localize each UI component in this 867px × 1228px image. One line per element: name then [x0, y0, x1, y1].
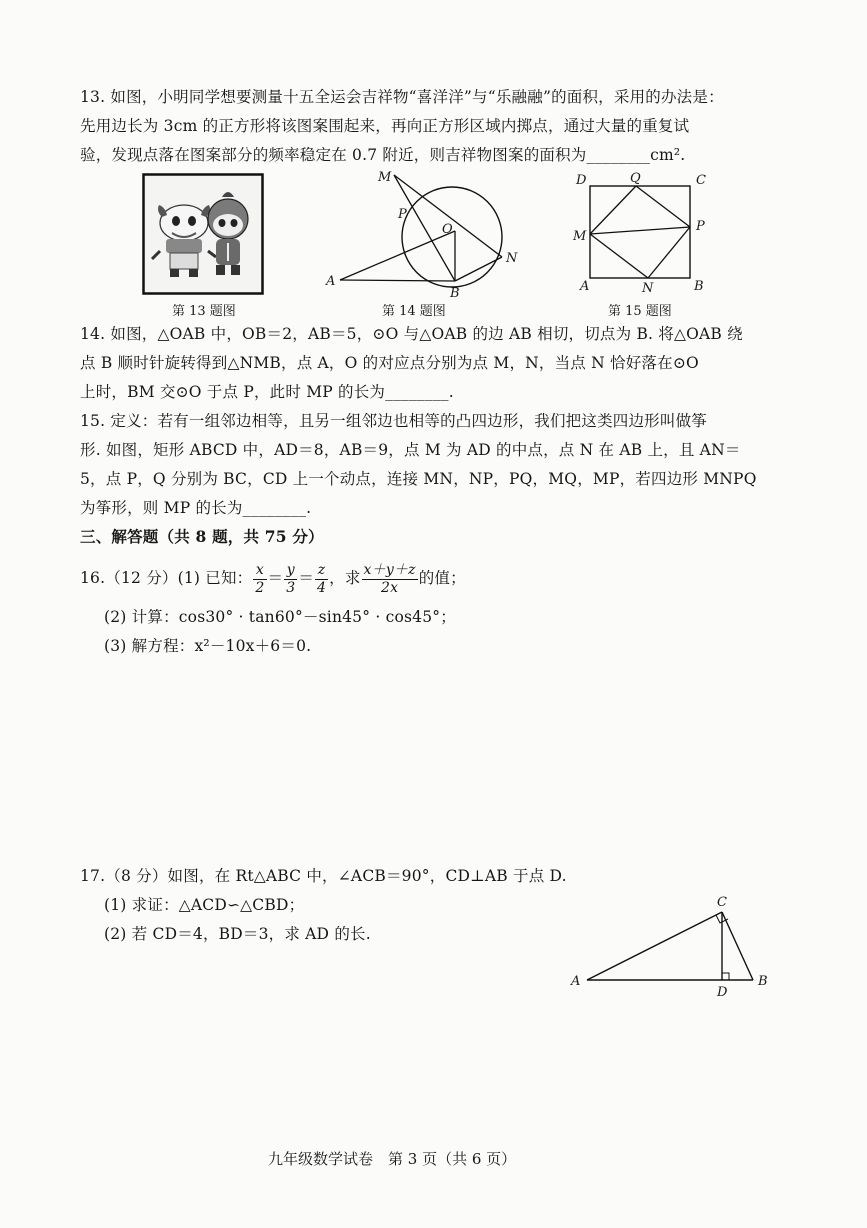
- q16-part3: (3) 解方程：x²－10x＋6＝0.: [104, 637, 312, 655]
- q16-part2: (2) 计算：cos30° · tan60°－sin45° · cos45°；: [104, 608, 456, 626]
- page-footer: 九年级数学试卷 第 3 页（共 6 页）: [268, 1150, 517, 1168]
- label-p: P: [696, 219, 705, 234]
- figure-15-diagram: [572, 170, 722, 296]
- q13-line3: 验，发现点落在图案部分的频率稳定在 0.7 附近，则吉祥物图案的面积为________cm².: [80, 146, 686, 164]
- q15-line3: 5，点 P，Q 分别为 BC，CD 上一个动点，连接 MN，NP，PQ，MQ，MP，若四边形 MNPQ: [80, 470, 757, 488]
- figure-13-caption: 第 13 题图: [172, 304, 236, 319]
- figure-13-mascots: [142, 173, 264, 295]
- label-b: B: [450, 286, 460, 299]
- q16-prefix: 16.（12 分）(1) 已知：: [80, 569, 253, 587]
- fraction-x-over-2: $\frac{x}{2}$: [255, 561, 265, 596]
- q14-line2: 点 B 顺时针旋转得到△NMB，点 A，O 的对应点分别为点 M，N，当点 N 恰好落在⊙O: [80, 354, 699, 372]
- fraction-z-over-4: $\frac{z}{4}$: [317, 561, 327, 596]
- label-c: C: [696, 173, 706, 188]
- q15-line2: 形. 如图，矩形 ABCD 中，AD＝8，AB＝9，点 M 为 AD 的中点，点 N 在 AB 上，且 AN＝: [80, 441, 741, 459]
- label-m: M: [378, 170, 392, 185]
- label-n: N: [506, 251, 518, 266]
- q14-line3: 上时，BM 交⊙O 于点 P，此时 MP 的长为________.: [80, 383, 454, 401]
- label-b: B: [694, 279, 704, 294]
- label-a: A: [326, 274, 336, 289]
- label-c: C: [717, 895, 727, 910]
- q13-line1: 13. 如图，小明同学想要测量十五全运会吉祥物“喜洋洋”与“乐融融”的面积，采用的办法是：: [80, 88, 724, 106]
- q15-line4: 为筝形，则 MP 的长为________.: [80, 499, 312, 517]
- q13-line2: 先用边长为 3cm 的正方形将该图案围起来，再向正方形区域内掷点，通过大量的重复试: [80, 117, 690, 135]
- q17-part1: (1) 求证：△ACD∽△CBD；: [104, 896, 305, 914]
- q14-line1: 14. 如图，△OAB 中，OB＝2，AB＝5，⊙O 与△OAB 的边 AB 相切，切点为 B. 将△OAB 绕: [80, 325, 743, 343]
- figure-14-diagram: [318, 165, 528, 299]
- figure-15-caption: 第 15 题图: [608, 304, 672, 319]
- label-d: D: [717, 985, 728, 1000]
- label-a: A: [580, 279, 590, 294]
- label-b: B: [758, 974, 768, 989]
- figure-14-caption: 第 14 题图: [382, 304, 446, 319]
- label-m: M: [573, 229, 587, 244]
- figure-17-diagram: [565, 890, 775, 1000]
- label-a: A: [571, 974, 581, 989]
- label-d: D: [576, 173, 587, 188]
- q17-part2: (2) 若 CD＝4，BD＝3，求 AD 的长.: [104, 925, 371, 943]
- label-n: N: [642, 281, 654, 296]
- q17-line1: 17.（8 分）如图，在 Rt△ABC 中，∠ACB＝90°，CD⊥AB 于点 D.: [80, 867, 567, 885]
- label-q: Q: [630, 171, 641, 186]
- label-p: P: [398, 207, 407, 222]
- rectangle-abcd: [590, 186, 690, 278]
- fraction-y-over-3: $\frac{y}{3}$: [286, 561, 296, 596]
- fraction-sum-over-2x: $\frac{x+y+z}{2x}$: [363, 561, 416, 596]
- label-o: O: [442, 222, 453, 237]
- section-3-title: 三、解答题（共 8 题，共 75 分）: [80, 527, 324, 546]
- q15-line1: 15. 定义：若有一组邻边相等，且另一组邻边也相等的凸四边形，我们把这类四边形叫做筝: [80, 412, 707, 430]
- q16-part1: 16.（12 分）(1) 已知： $\frac{x}{2}$ ＝ $\frac{y}{3}$ ＝ $\frac{z}{4}$ ，求 $\frac{x+y+z}{2x}$ 的值；: [80, 561, 466, 596]
- circle-o: [402, 187, 502, 287]
